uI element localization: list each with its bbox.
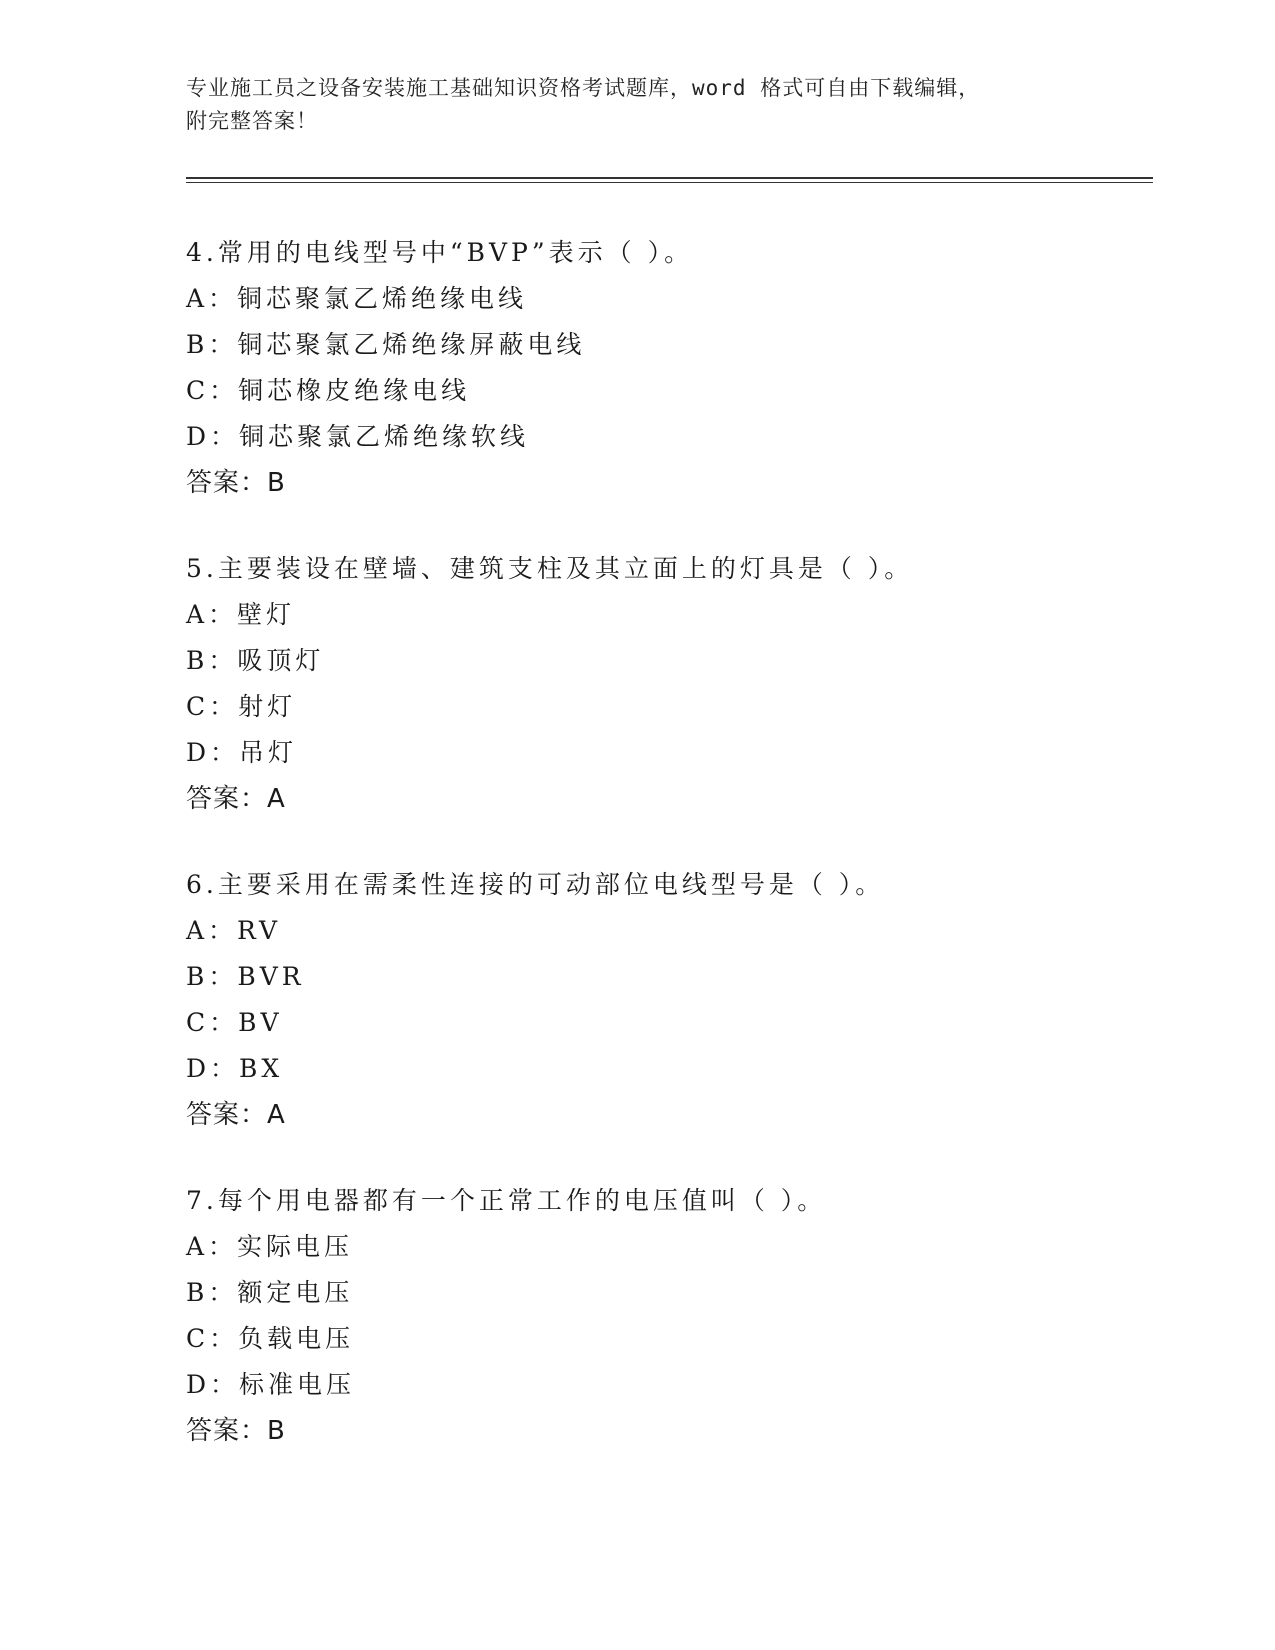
option-a: A：铜芯聚氯乙烯绝缘电线 bbox=[186, 284, 528, 313]
question-stem: 5.主要装设在壁墙、建筑支柱及其立面上的灯具是（ ）。 bbox=[186, 554, 914, 583]
option-a: A：RV bbox=[186, 916, 282, 945]
header-divider bbox=[186, 177, 1153, 183]
option-a: A：壁灯 bbox=[186, 600, 296, 629]
answer: 答案：A bbox=[186, 1100, 286, 1130]
answer: 答案：B bbox=[186, 468, 286, 498]
header-line-1: 专业施工员之设备安装施工基础知识资格考试题库，word 格式可自由下载编辑， bbox=[186, 76, 981, 100]
option-a: A：实际电压 bbox=[186, 1232, 354, 1261]
option-c: C：负载电压 bbox=[186, 1324, 355, 1353]
document-header bbox=[186, 72, 1086, 138]
option-d: D：吊灯 bbox=[186, 738, 298, 767]
option-c: C：射灯 bbox=[186, 692, 297, 721]
question-5 bbox=[186, 546, 1186, 822]
option-b: B：BVR bbox=[186, 962, 305, 991]
answer: 答案：B bbox=[186, 1416, 286, 1446]
answer: 答案：A bbox=[186, 784, 286, 814]
question-4 bbox=[186, 230, 1186, 506]
question-stem: 4.常用的电线型号中“BVP”表示（ ）。 bbox=[186, 238, 694, 267]
option-b: B：吸顶灯 bbox=[186, 646, 325, 675]
question-7 bbox=[186, 1178, 1186, 1454]
header-line-2: 附完整答案！ bbox=[186, 109, 318, 133]
option-d: D：BX bbox=[186, 1054, 284, 1083]
question-6 bbox=[186, 862, 1186, 1138]
option-b: B：铜芯聚氯乙烯绝缘屏蔽电线 bbox=[186, 330, 586, 359]
option-c: C：铜芯橡皮绝缘电线 bbox=[186, 376, 471, 405]
option-c: C：BV bbox=[186, 1008, 283, 1037]
option-d: D：标准电压 bbox=[186, 1370, 356, 1399]
question-stem: 6.主要采用在需柔性连接的可动部位电线型号是（ ）。 bbox=[186, 870, 885, 899]
option-b: B：额定电压 bbox=[186, 1278, 354, 1307]
question-stem: 7.每个用电器都有一个正常工作的电压值叫（ ）。 bbox=[186, 1186, 827, 1215]
option-d: D：铜芯聚氯乙烯绝缘软线 bbox=[186, 422, 530, 451]
